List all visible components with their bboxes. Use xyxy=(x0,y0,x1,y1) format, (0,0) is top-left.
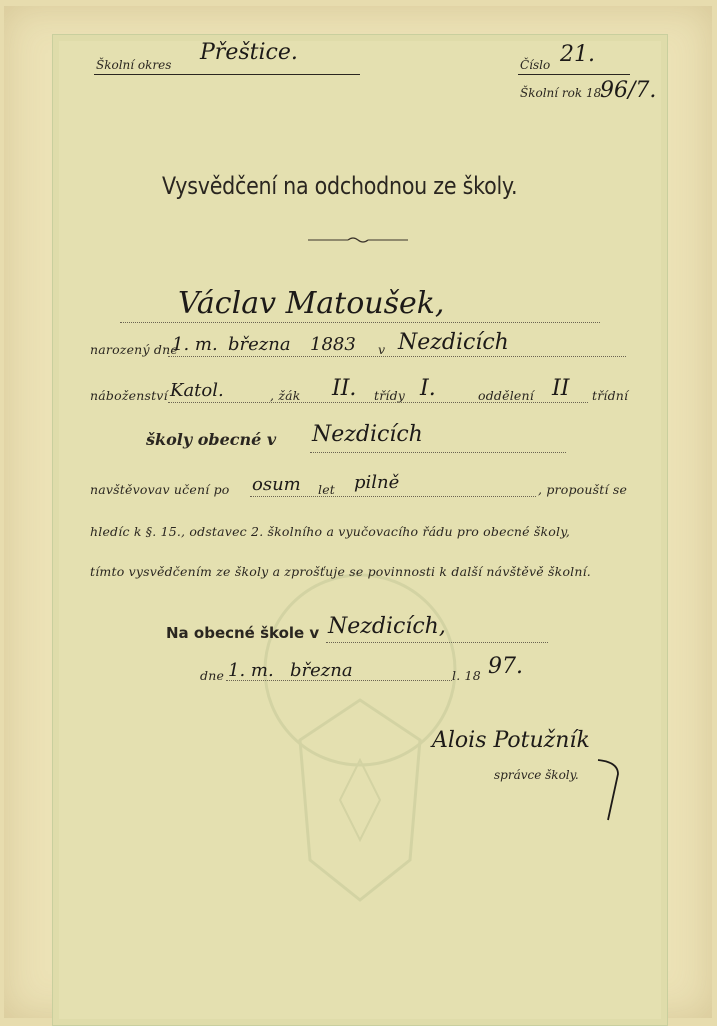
born-prefix: narozený dne xyxy=(90,342,178,357)
grade-label: třídní xyxy=(592,388,629,403)
born-place: Nezdicích xyxy=(398,330,509,355)
religion-value: Katol. xyxy=(170,380,224,401)
closing-year-value: 97. xyxy=(488,654,523,679)
grade-value: II xyxy=(552,376,570,401)
school-line-label: školy obecné v xyxy=(146,430,277,449)
district-underline xyxy=(94,74,360,75)
year-label: Školní rok 18 xyxy=(520,86,602,100)
attendance-manner: pilně xyxy=(354,472,400,493)
school-dotted-line xyxy=(310,452,566,453)
paragraph-line-1: hledíc k §. 15., odstavec 2. školního a vyučovacího řádu pro obecné školy, xyxy=(90,524,571,539)
born-dotted-line xyxy=(168,356,626,357)
closing-date-month: března xyxy=(290,660,353,681)
class-value: II. xyxy=(332,376,357,401)
document-title: Vysvědčení na odchodnou ze školy. xyxy=(162,172,518,200)
number-label: Číslo xyxy=(520,58,551,72)
attendance-years: osum xyxy=(252,474,301,495)
closing-place-dotted-line xyxy=(326,642,548,643)
attendance-dotted-line xyxy=(250,496,536,497)
closing-date-dotted-line xyxy=(226,680,452,681)
number-value: 21. xyxy=(560,42,595,67)
school-line-place: Nezdicích xyxy=(312,422,423,447)
closing-date-prefix: dne xyxy=(200,668,225,683)
born-month: března xyxy=(228,334,291,355)
number-underline xyxy=(518,74,630,75)
closing-date-day: 1. m. xyxy=(228,660,274,681)
signature-name: Alois Potužník xyxy=(432,728,590,753)
born-day: 1. m. xyxy=(172,334,218,355)
closing-school-label: Na obecné škole v xyxy=(166,624,320,642)
dept-label: oddělení xyxy=(478,388,534,403)
district-label: Školní okres xyxy=(96,58,172,72)
dept-value: I. xyxy=(420,376,436,401)
closing-school-place: Nezdicích, xyxy=(328,614,446,639)
district-value: Přeštice. xyxy=(200,40,298,65)
signature-flourish xyxy=(596,756,626,826)
religion-label: náboženství xyxy=(90,388,168,403)
attendance-suffix: , propouští se xyxy=(538,482,628,497)
attendance-prefix: navštěvovav učení po xyxy=(90,482,230,497)
title-ornament xyxy=(308,236,408,244)
signature-role: správce školy. xyxy=(494,768,579,782)
name-dotted-line xyxy=(120,322,600,323)
class-label: třídy xyxy=(374,388,406,403)
student-name: Václav Matoušek, xyxy=(178,286,445,321)
attendance-years-label: let xyxy=(318,482,336,497)
religion-dotted-line xyxy=(168,402,588,403)
born-in: v xyxy=(378,342,386,357)
paragraph-line-2: tímto vysvědčením ze školy a zprošťuje se povinnosti k další návštěvě školní. xyxy=(90,564,591,579)
closing-year-prefix: l. 18 xyxy=(452,668,481,683)
pupil-label: , žák xyxy=(270,388,301,403)
year-value: 96/7. xyxy=(600,78,657,103)
born-year: 1883 xyxy=(310,334,356,355)
